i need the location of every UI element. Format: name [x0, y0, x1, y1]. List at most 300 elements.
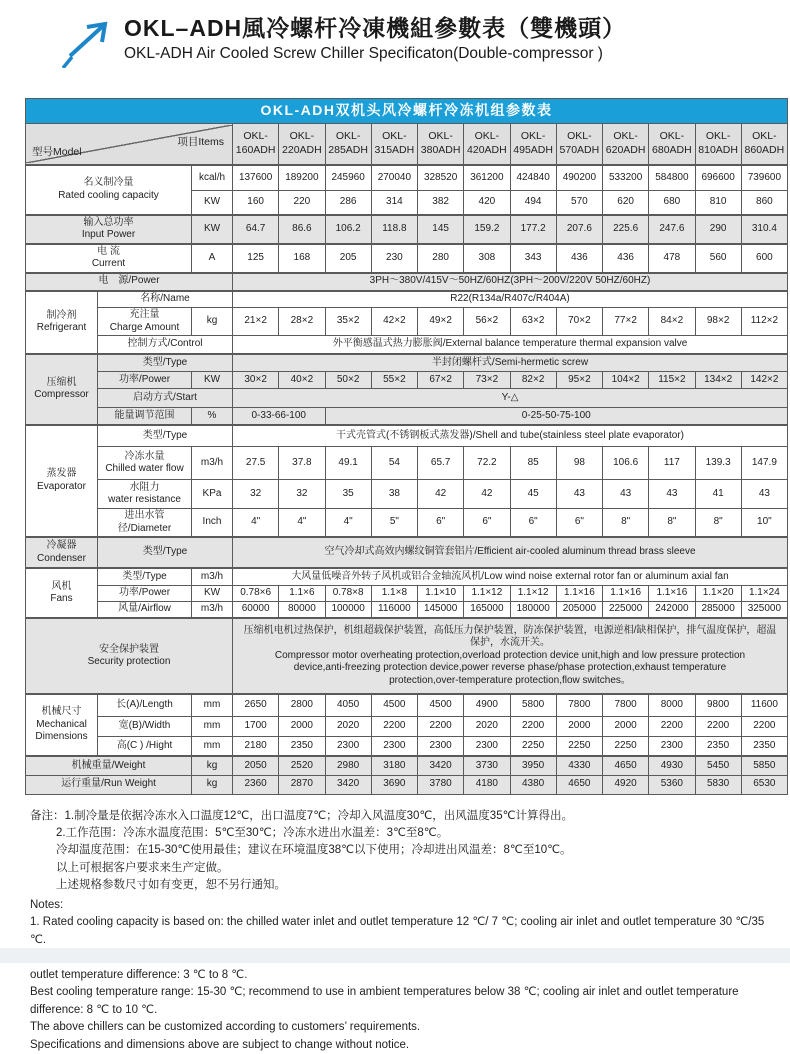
note-line-en: The above chillers can be customized according to customers’ requirements.: [30, 1019, 770, 1036]
water-resistance-row-value: 35: [325, 480, 371, 509]
weight-row-value: 5450: [695, 756, 741, 775]
weight-row-value: 2050: [233, 756, 279, 775]
group-label-evaporator: 蒸发器 Evaporator: [26, 425, 98, 538]
row-label-energy-regulation: 能量调节范围: [98, 408, 192, 425]
page-title-en: OKL-ADH Air Cooled Screw Chiller Specificaton(Double-compressor ): [124, 45, 780, 63]
fan-airflow-row-value: 205000: [556, 601, 602, 618]
chilled-water-flow-row-value: 106.6: [603, 447, 649, 480]
chilled-water-flow-row-value: 54: [371, 447, 417, 480]
start-mode-value: Y-△: [233, 389, 788, 408]
notes-cn: [30, 808, 770, 895]
pipe-diameter-row-value: 8": [649, 509, 695, 538]
input-power-row-value: 145: [418, 215, 464, 244]
rated-cooling-kw-row-value: 494: [510, 191, 556, 215]
length-row: [26, 694, 788, 716]
unit-cell: KPa: [192, 480, 233, 509]
height-row-value: 2350: [279, 736, 325, 756]
input-power-row-value: 106.2: [325, 215, 371, 244]
compressor-type-row: [26, 354, 788, 372]
length-row-value: 5800: [510, 694, 556, 716]
charge-amount-row-value: 42×2: [371, 308, 417, 336]
unit-cell: mm: [192, 694, 233, 716]
input-power-row-value: 86.6: [279, 215, 325, 244]
note-line-cn: 冷却温度范围：在15-30℃使用最佳；建议在环境温度38℃以下使用；冷却进出风温差：8℃至10℃。: [56, 842, 770, 859]
rated-cooling-kw-row-value: 160: [233, 191, 279, 215]
unit-cell: KW: [192, 372, 233, 389]
chilled-water-flow-row-value: 49.1: [325, 447, 371, 480]
note-line-cn: 上述规格参数尺寸如有变更，恕不另行通知。: [56, 877, 770, 894]
compressor-power-row-value: 115×2: [649, 372, 695, 389]
length-row-value: 4050: [325, 694, 371, 716]
spec-table-body: [26, 99, 788, 795]
start-mode-row: [26, 389, 788, 408]
run-weight-row-value: 5830: [695, 775, 741, 794]
run-weight-row-value: 3690: [371, 775, 417, 794]
control-value: 外平衡感温式热力膨胀阀/External balance temperature thermal expansion valve: [233, 336, 788, 354]
weight-row-value: 4930: [649, 756, 695, 775]
notes-en: [30, 897, 770, 1054]
fan-power-row-value: 1.1×24: [741, 585, 787, 601]
rated-cooling-kcal-row-value: 137600: [233, 165, 279, 191]
note-line-en: 1. Rated cooling capacity is based on: the chilled water inlet and outlet temperature 12 ℃/ 7 ℃; cooling air inlet and outlet temperature 30 ℃/35 ℃.: [30, 914, 770, 949]
pipe-diameter-row-value: 6": [510, 509, 556, 538]
fan-airflow-row-value: 242000: [649, 601, 695, 618]
model-header-cell: OKL- 160ADH: [233, 123, 279, 165]
width-row-value: 2000: [603, 716, 649, 736]
fan-power-row-value: 0.78×6: [233, 585, 279, 601]
rated-cooling-kcal-row: [26, 165, 788, 191]
model-header-cell: OKL- 860ADH: [741, 123, 787, 165]
refrigerant-name-row: [26, 291, 788, 308]
refrigerant-name-value: R22(R134a/R407c/R404A): [233, 291, 788, 308]
current-row-value: 600: [741, 244, 787, 273]
current-row: [26, 244, 788, 273]
row-label-security: 安全保护装置 Security protection: [26, 618, 233, 694]
rated-cooling-kcal-row-value: 328520: [418, 165, 464, 191]
energy-regulation-value-a: 0-33-66-100: [233, 408, 326, 425]
charge-amount-row-value: 63×2: [510, 308, 556, 336]
water-resistance-row-value: 42: [464, 480, 510, 509]
evaporator-type-row: [26, 425, 788, 447]
row-label-fan-airflow: 风量/Airflow: [98, 601, 192, 618]
water-resistance-row-value: 41: [695, 480, 741, 509]
charge-amount-row-value: 70×2: [556, 308, 602, 336]
length-row-value: 11600: [741, 694, 787, 716]
fan-power-row-value: 1.1×16: [649, 585, 695, 601]
power-supply-row: [26, 273, 788, 291]
fan-power-row-value: 1.1×6: [279, 585, 325, 601]
current-row-value: 125: [233, 244, 279, 273]
fan-airflow-row-value: 325000: [741, 601, 787, 618]
energy-regulation-value-b: 0-25-50-75-100: [325, 408, 788, 425]
run-weight-row-value: 5360: [649, 775, 695, 794]
weight-row-value: 4650: [603, 756, 649, 775]
row-label-fan-power: 功率/Power: [98, 585, 192, 601]
note-line-en: outlet temperature difference: 3 ℃ to 8 ℃.: [30, 967, 770, 984]
width-row-value: 2200: [741, 716, 787, 736]
security-protection-row: [26, 618, 788, 694]
compressor-power-row-value: 67×2: [418, 372, 464, 389]
rated-cooling-kcal-row-value: 533200: [603, 165, 649, 191]
width-row: [26, 716, 788, 736]
fan-power-row-value: 1.1×16: [603, 585, 649, 601]
row-label-pipe-diameter: 进出水管径/Diameter: [98, 509, 192, 538]
height-row-value: 2300: [649, 736, 695, 756]
row-label-run-weight: 运行重量/Run Weight: [26, 775, 192, 794]
unit-cell: A: [192, 244, 233, 273]
width-row-value: 2000: [556, 716, 602, 736]
height-row-value: 2350: [695, 736, 741, 756]
height-row-value: 2300: [325, 736, 371, 756]
compressor-power-row: [26, 372, 788, 389]
pipe-diameter-row-value: 4": [279, 509, 325, 538]
unit-cell: kcal/h: [192, 165, 233, 191]
page-bottom-divider: [0, 948, 790, 963]
fan-airflow-row-value: 145000: [418, 601, 464, 618]
input-power-row-value: 310.4: [741, 215, 787, 244]
input-power-row: [26, 215, 788, 244]
rated-cooling-kcal-row-value: 361200: [464, 165, 510, 191]
chilled-water-flow-row-value: 72.2: [464, 447, 510, 480]
fan-power-row-value: 1.1×12: [510, 585, 556, 601]
model-header-cell: OKL- 680ADH: [649, 123, 695, 165]
row-label-evaporator-type: 类型/Type: [98, 425, 233, 447]
unit-cell: m3/h: [192, 601, 233, 618]
rated-cooling-kw-row-value: 286: [325, 191, 371, 215]
current-row-value: 560: [695, 244, 741, 273]
compressor-power-row-value: 73×2: [464, 372, 510, 389]
run-weight-row-value: 3780: [418, 775, 464, 794]
current-row-value: 478: [649, 244, 695, 273]
fan-power-row-value: 1.1×20: [695, 585, 741, 601]
length-row-value: 7800: [556, 694, 602, 716]
unit-cell: mm: [192, 716, 233, 736]
rated-cooling-kcal-row-value: 424840: [510, 165, 556, 191]
group-label-fans: 风机 Fans: [26, 568, 98, 618]
charge-amount-row-value: 77×2: [603, 308, 649, 336]
row-label-refrigerant-name: 名称/Name: [98, 291, 233, 308]
run-weight-row-value: 4650: [556, 775, 602, 794]
fan-airflow-row-value: 225000: [603, 601, 649, 618]
table-banner-row: [26, 99, 788, 124]
model-header-cell: OKL- 810ADH: [695, 123, 741, 165]
height-row-value: 2300: [418, 736, 464, 756]
weight-row-value: 3950: [510, 756, 556, 775]
row-label-weight: 机械重量/Weight: [26, 756, 192, 775]
input-power-row-value: 225.6: [603, 215, 649, 244]
width-row-value: 2000: [279, 716, 325, 736]
pipe-diameter-row-value: 6": [556, 509, 602, 538]
fan-power-row-value: 1.1×16: [556, 585, 602, 601]
current-row-value: 168: [279, 244, 325, 273]
pipe-diameter-row-value: 5": [371, 509, 417, 538]
run-weight-row-value: 6530: [741, 775, 787, 794]
charge-amount-row-value: 28×2: [279, 308, 325, 336]
unit-cell: KW: [192, 215, 233, 244]
rated-cooling-kw-row-value: 680: [649, 191, 695, 215]
group-label-refrigerant: 制冷剂 Refrigerant: [26, 291, 98, 354]
model-header-cell: OKL- 420ADH: [464, 123, 510, 165]
unit-cell: kg: [192, 775, 233, 794]
rated-cooling-kcal-row-value: 270040: [371, 165, 417, 191]
length-row-value: 4900: [464, 694, 510, 716]
width-row-value: 2020: [464, 716, 510, 736]
width-row-value: 2200: [418, 716, 464, 736]
condenser-type-row: [26, 537, 788, 568]
pipe-diameter-row: [26, 509, 788, 538]
charge-amount-row-value: 112×2: [741, 308, 787, 336]
weight-row-value: 2520: [279, 756, 325, 775]
charge-amount-row-value: 35×2: [325, 308, 371, 336]
chilled-water-flow-row-value: 139.3: [695, 447, 741, 480]
security-protection-value: 压缩机电机过热保护，机组超载保护装置，高低压力保护装置，防冻保护装置，电源逆相/缺相保护，排气温度保护，超温 保护，水流开关。 Compressor motor overheating protection,overload protection device unit,high and low pressure protection device,anti-freezing protection device,power reverse phase/phase protection,exhaust temperature protection,over-temperature protection,flow switches。: [233, 618, 788, 694]
row-label-compressor-type: 类型/Type: [98, 354, 233, 372]
rated-cooling-kw-row-value: 570: [556, 191, 602, 215]
height-row-value: 2250: [556, 736, 602, 756]
weight-row-value: 3420: [418, 756, 464, 775]
chilled-water-flow-row-value: 98: [556, 447, 602, 480]
fan-airflow-row-value: 165000: [464, 601, 510, 618]
row-label-width: 宽(B)/Width: [98, 716, 192, 736]
weight-row-value: 3180: [371, 756, 417, 775]
unit-cell: KW: [192, 191, 233, 215]
rated-cooling-kcal-row-value: 189200: [279, 165, 325, 191]
input-power-row-value: 290: [695, 215, 741, 244]
row-label-power-supply: 电 源/Power: [26, 273, 233, 291]
unit-cell: Inch: [192, 509, 233, 538]
corner-model-label: 型号Model: [32, 146, 82, 159]
row-label-water-resistance: 水阻力 water resistance: [98, 480, 192, 509]
model-header-row: [26, 123, 788, 165]
unit-cell: KW: [192, 585, 233, 601]
length-row-value: 2800: [279, 694, 325, 716]
condenser-type-value: 空气冷却式高效内螺纹铜管套铝片/Efficient air-cooled aluminum thread brass sleeve: [233, 537, 788, 568]
rated-cooling-kcal-row-value: 245960: [325, 165, 371, 191]
height-row-value: 2250: [510, 736, 556, 756]
rated-cooling-kw-row-value: 810: [695, 191, 741, 215]
water-resistance-row: [26, 480, 788, 509]
width-row-value: 2020: [325, 716, 371, 736]
current-row-value: 280: [418, 244, 464, 273]
row-label-current: 电 流 Current: [26, 244, 192, 273]
pipe-diameter-row-value: 6": [418, 509, 464, 538]
row-label-fan-type: 类型/Type: [98, 568, 192, 585]
run-weight-row: [26, 775, 788, 794]
evaporator-type-value: 干式壳管式(不锈钢板式蒸发器)/Shell and tube(stainless steel plate evaporator): [233, 425, 788, 447]
length-row-value: 7800: [603, 694, 649, 716]
unit-cell: m3/h: [192, 568, 233, 585]
model-items-corner: [26, 123, 233, 165]
run-weight-row-value: 4920: [603, 775, 649, 794]
length-row-value: 2650: [233, 694, 279, 716]
rated-cooling-kw-row-value: 314: [371, 191, 417, 215]
weight-row: [26, 756, 788, 775]
compressor-power-row-value: 55×2: [371, 372, 417, 389]
chilled-water-flow-row-value: 27.5: [233, 447, 279, 480]
charge-amount-row-value: 84×2: [649, 308, 695, 336]
page-header: [0, 0, 790, 90]
pipe-diameter-row-value: 10": [741, 509, 787, 538]
model-header-cell: OKL- 495ADH: [510, 123, 556, 165]
water-resistance-row-value: 43: [603, 480, 649, 509]
charge-amount-row-value: 21×2: [233, 308, 279, 336]
input-power-row-value: 159.2: [464, 215, 510, 244]
current-row-value: 205: [325, 244, 371, 273]
height-row-value: 2250: [603, 736, 649, 756]
water-resistance-row-value: 43: [556, 480, 602, 509]
chilled-water-flow-row-value: 117: [649, 447, 695, 480]
rated-cooling-kw-row-value: 220: [279, 191, 325, 215]
fan-power-row-value: 1.1×10: [418, 585, 464, 601]
charge-amount-row: [26, 308, 788, 336]
group-label-compressor: 压缩机 Compressor: [26, 354, 98, 425]
weight-row-value: 5850: [741, 756, 787, 775]
rated-cooling-kw-row-value: 860: [741, 191, 787, 215]
pipe-diameter-row-value: 8": [695, 509, 741, 538]
rated-cooling-kw-row-value: 420: [464, 191, 510, 215]
current-row-value: 343: [510, 244, 556, 273]
fan-airflow-row-value: 116000: [371, 601, 417, 618]
chilled-water-flow-row: [26, 447, 788, 480]
input-power-row-value: 177.2: [510, 215, 556, 244]
length-row-value: 8000: [649, 694, 695, 716]
row-label-condenser-type: 类型/Type: [98, 537, 233, 568]
input-power-row-value: 64.7: [233, 215, 279, 244]
model-header-cell: OKL- 620ADH: [603, 123, 649, 165]
current-row-value: 436: [603, 244, 649, 273]
water-resistance-row-value: 32: [279, 480, 325, 509]
height-row-value: 2350: [741, 736, 787, 756]
input-power-row-value: 118.8: [371, 215, 417, 244]
rated-cooling-kw-row-value: 620: [603, 191, 649, 215]
arrow-logo-icon: [60, 12, 114, 68]
compressor-power-row-value: 40×2: [279, 372, 325, 389]
pipe-diameter-row-value: 4": [325, 509, 371, 538]
water-resistance-row-value: 42: [418, 480, 464, 509]
unit-cell: mm: [192, 736, 233, 756]
rated-cooling-kcal-row-value: 584800: [649, 165, 695, 191]
compressor-power-row-value: 82×2: [510, 372, 556, 389]
weight-row-value: 4330: [556, 756, 602, 775]
rated-cooling-kw-row-value: 382: [418, 191, 464, 215]
charge-amount-row-value: 56×2: [464, 308, 510, 336]
notes-section: [30, 808, 770, 1054]
input-power-row-value: 207.6: [556, 215, 602, 244]
water-resistance-row-value: 43: [649, 480, 695, 509]
unit-cell: m3/h: [192, 447, 233, 480]
chilled-water-flow-row-value: 85: [510, 447, 556, 480]
run-weight-row-value: 2870: [279, 775, 325, 794]
run-weight-row-value: 4380: [510, 775, 556, 794]
fan-airflow-row-value: 100000: [325, 601, 371, 618]
note-line-cn: 2.工作范围：冷冻水温度范围：5℃至30℃；冷冻水进出水温差：3℃至8℃。: [56, 825, 770, 842]
unit-cell: kg: [192, 308, 233, 336]
height-row: [26, 736, 788, 756]
length-row-value: 9800: [695, 694, 741, 716]
width-row-value: 2200: [510, 716, 556, 736]
model-header-cell: OKL- 380ADH: [418, 123, 464, 165]
row-label-height: 高(C ) /Hight: [98, 736, 192, 756]
fan-airflow-row-value: 285000: [695, 601, 741, 618]
height-row-value: 2180: [233, 736, 279, 756]
spec-table-wrap: [25, 98, 765, 795]
row-label-compressor-power: 功率/Power: [98, 372, 192, 389]
compressor-power-row-value: 134×2: [695, 372, 741, 389]
model-header-cell: OKL- 570ADH: [556, 123, 602, 165]
note-line-cn: 备注：1.制冷量是依据冷冻水入口温度12℃，出口温度7℃；冷却入风温度30℃，出风温度35℃计算得出。: [30, 808, 770, 825]
chilled-water-flow-row-value: 37.8: [279, 447, 325, 480]
unit-cell: kg: [192, 756, 233, 775]
corner-items-label: 项目Items: [177, 136, 224, 149]
row-label-chilled-water-flow: 冷冻水量 Chilled water flow: [98, 447, 192, 480]
row-label-length: 长(A)/Length: [98, 694, 192, 716]
width-row-value: 1700: [233, 716, 279, 736]
width-row-value: 2200: [695, 716, 741, 736]
model-header-cell: OKL- 220ADH: [279, 123, 325, 165]
unit-cell: %: [192, 408, 233, 425]
width-row-value: 2200: [649, 716, 695, 736]
compressor-power-row-value: 95×2: [556, 372, 602, 389]
row-label-control: 控制方式/Control: [98, 336, 233, 354]
compressor-type-value: 半封闭螺杆式/Semi-hermetic screw: [233, 354, 788, 372]
fan-airflow-row: [26, 601, 788, 618]
water-resistance-row-value: 38: [371, 480, 417, 509]
model-header-cell: OKL- 285ADH: [325, 123, 371, 165]
length-row-value: 4500: [418, 694, 464, 716]
compressor-power-row-value: 30×2: [233, 372, 279, 389]
charge-amount-row-value: 98×2: [695, 308, 741, 336]
fan-power-row-value: 0.78×8: [325, 585, 371, 601]
fan-airflow-row-value: 180000: [510, 601, 556, 618]
water-resistance-row-value: 43: [741, 480, 787, 509]
page-title-cn: OKL–ADH風冷螺杆冷凍機組參數表（雙機頭）: [124, 14, 780, 43]
row-label-rated-cooling: 名义制冷量 Rated cooling capacity: [26, 165, 192, 215]
weight-row-value: 3730: [464, 756, 510, 775]
run-weight-row-value: 4180: [464, 775, 510, 794]
rated-cooling-kcal-row-value: 696600: [695, 165, 741, 191]
model-header-cell: OKL- 315ADH: [371, 123, 417, 165]
rated-cooling-kcal-row-value: 490200: [556, 165, 602, 191]
note-line-en: Notes:: [30, 897, 770, 914]
energy-regulation-row: [26, 408, 788, 425]
fan-power-row: [26, 585, 788, 601]
height-row-value: 2300: [371, 736, 417, 756]
water-resistance-row-value: 45: [510, 480, 556, 509]
spec-table: [25, 98, 788, 795]
length-row-value: 4500: [371, 694, 417, 716]
pipe-diameter-row-value: 6": [464, 509, 510, 538]
control-row: [26, 336, 788, 354]
note-line-en: Specifications and dimensions above are subject to change without notice.: [30, 1037, 770, 1054]
group-label-condenser: 冷凝器 Condenser: [26, 537, 98, 568]
fan-power-row-value: 1.1×8: [371, 585, 417, 601]
current-row-value: 308: [464, 244, 510, 273]
fan-power-row-value: 1.1×12: [464, 585, 510, 601]
compressor-power-row-value: 142×2: [741, 372, 787, 389]
run-weight-row-value: 3420: [325, 775, 371, 794]
rated-cooling-kcal-row-value: 739600: [741, 165, 787, 191]
water-resistance-row-value: 32: [233, 480, 279, 509]
power-supply-value: 3PH～380V/415V～50HZ/60HZ(3PH～200V/220V 50HZ/60HZ): [233, 273, 788, 291]
compressor-power-row-value: 50×2: [325, 372, 371, 389]
compressor-power-row-value: 104×2: [603, 372, 649, 389]
run-weight-row-value: 2360: [233, 775, 279, 794]
width-row-value: 2200: [371, 716, 417, 736]
row-label-start: 启动方式/Start: [98, 389, 233, 408]
height-row-value: 2300: [464, 736, 510, 756]
note-line-en: Best cooling temperature range: 15-30 ℃; recommend to use in ambient temperatures below 38 ℃; cooling air inlet and outlet temperature difference: 8 ℃ to 10 ℃.: [30, 984, 770, 1019]
row-label-input-power: 输入总功率 Input Power: [26, 215, 192, 244]
